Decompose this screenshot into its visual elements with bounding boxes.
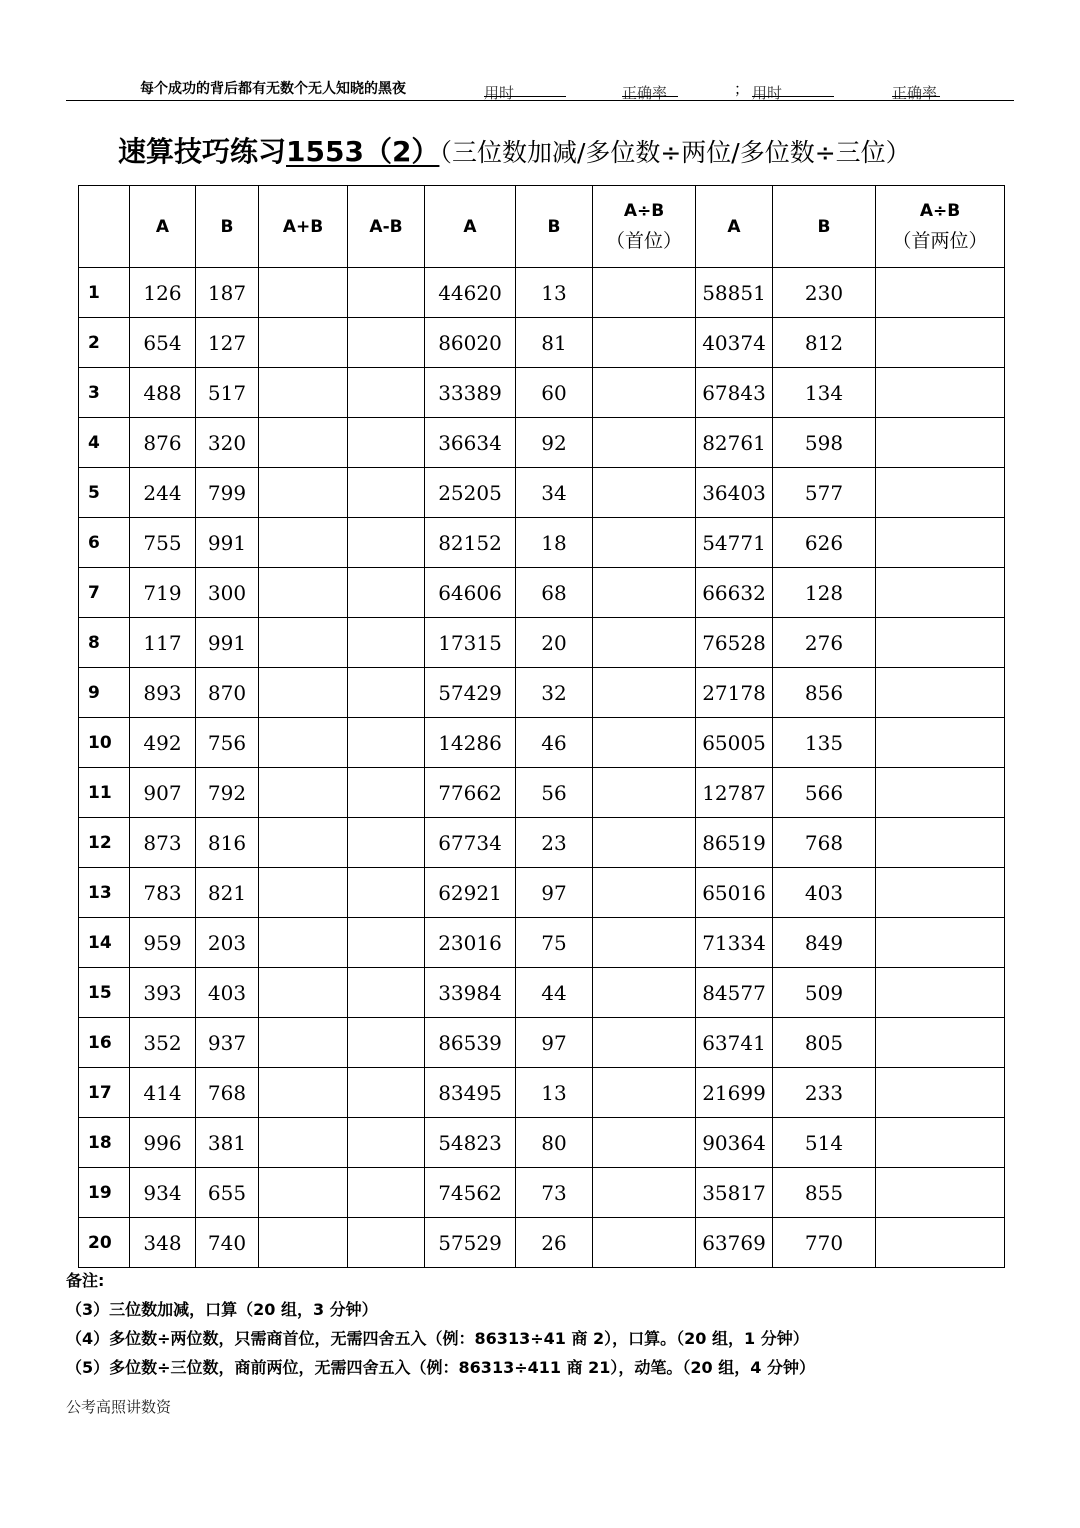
answer-div1[interactable] — [593, 518, 696, 568]
answer-div2[interactable] — [876, 618, 1005, 668]
cell-b2: 44 — [516, 968, 593, 1018]
row-index: 13 — [79, 868, 130, 918]
answer-sum[interactable] — [259, 518, 348, 568]
answer-div2[interactable] — [876, 1218, 1005, 1268]
header-div2-note: （首两位） — [892, 230, 988, 252]
cell-a2: 14286 — [425, 718, 516, 768]
answer-diff[interactable] — [348, 1118, 425, 1168]
answer-div1[interactable] — [593, 1168, 696, 1218]
answer-diff[interactable] — [348, 1168, 425, 1218]
cell-b2: 75 — [516, 918, 593, 968]
answer-sum[interactable] — [259, 318, 348, 368]
answer-div1[interactable] — [593, 818, 696, 868]
cell-a1: 393 — [130, 968, 196, 1018]
cell-b1: 403 — [196, 968, 259, 1018]
answer-sum[interactable] — [259, 618, 348, 668]
cell-a2: 82152 — [425, 518, 516, 568]
row-index: 2 — [79, 318, 130, 368]
answer-diff[interactable] — [348, 818, 425, 868]
header-sum: A+B — [259, 186, 348, 268]
cell-b1: 300 — [196, 568, 259, 618]
row-index: 12 — [79, 818, 130, 868]
answer-sum[interactable] — [259, 818, 348, 868]
cell-b1: 756 — [196, 718, 259, 768]
answer-div2[interactable] — [876, 668, 1005, 718]
cell-a3: 66632 — [696, 568, 773, 618]
cell-a1: 783 — [130, 868, 196, 918]
cell-a1: 352 — [130, 1018, 196, 1068]
cell-b3: 849 — [773, 918, 876, 968]
time-label-1: 用时 — [484, 84, 515, 102]
cell-b2: 46 — [516, 718, 593, 768]
answer-div2[interactable] — [876, 468, 1005, 518]
answer-diff[interactable] — [348, 968, 425, 1018]
answer-sum[interactable] — [259, 1118, 348, 1168]
answer-div1[interactable] — [593, 568, 696, 618]
row-index: 11 — [79, 768, 130, 818]
footer-source: 公考高照讲数资 — [66, 1398, 172, 1416]
answer-sum[interactable] — [259, 968, 348, 1018]
cell-b3: 128 — [773, 568, 876, 618]
table-row — [79, 368, 1005, 418]
cell-a1: 907 — [130, 768, 196, 818]
answer-diff[interactable] — [348, 1018, 425, 1068]
row-index: 14 — [79, 918, 130, 968]
cell-b3: 566 — [773, 768, 876, 818]
cell-a2: 33984 — [425, 968, 516, 1018]
cell-b2: 26 — [516, 1218, 593, 1268]
cell-a2: 57429 — [425, 668, 516, 718]
answer-div2[interactable] — [876, 1018, 1005, 1068]
row-index: 10 — [79, 718, 130, 768]
cell-a2: 44620 — [425, 268, 516, 318]
answer-diff[interactable] — [348, 918, 425, 968]
cell-a3: 21699 — [696, 1068, 773, 1118]
cell-b3: 233 — [773, 1068, 876, 1118]
cell-a3: 54771 — [696, 518, 773, 568]
cell-a2: 17315 — [425, 618, 516, 668]
cell-b1: 991 — [196, 618, 259, 668]
note-line-3: （3）三位数加减，口算（20 组，3 分钟） — [66, 1300, 378, 1319]
cell-a2: 67734 — [425, 818, 516, 868]
answer-div2[interactable] — [876, 818, 1005, 868]
cell-a1: 755 — [130, 518, 196, 568]
cell-a2: 62921 — [425, 868, 516, 918]
cell-b1: 127 — [196, 318, 259, 368]
cell-a2: 57529 — [425, 1218, 516, 1268]
answer-diff[interactable] — [348, 1068, 425, 1118]
time-blank-2[interactable] — [752, 82, 834, 97]
cell-a3: 40374 — [696, 318, 773, 368]
answer-sum[interactable] — [259, 668, 348, 718]
cell-b1: 655 — [196, 1168, 259, 1218]
answer-diff[interactable] — [348, 468, 425, 518]
row-index: 15 — [79, 968, 130, 1018]
header-div1 — [593, 186, 696, 268]
notes-heading: 备注: — [66, 1271, 105, 1290]
cell-b2: 81 — [516, 318, 593, 368]
cell-b3: 509 — [773, 968, 876, 1018]
cell-b2: 56 — [516, 768, 593, 818]
cell-b2: 68 — [516, 568, 593, 618]
cell-a2: 36634 — [425, 418, 516, 468]
answer-div2[interactable] — [876, 568, 1005, 618]
cell-b2: 60 — [516, 368, 593, 418]
row-index: 9 — [79, 668, 130, 718]
cell-a2: 86539 — [425, 1018, 516, 1068]
cell-b2: 13 — [516, 268, 593, 318]
answer-diff[interactable] — [348, 718, 425, 768]
answer-sum[interactable] — [259, 918, 348, 968]
cell-b3: 230 — [773, 268, 876, 318]
practice-table — [78, 185, 1005, 1268]
note-line-5: （5）多位数÷三位数，商前两位，无需四舍五入（例：86313÷411 商 21），动笔。（20 组，4 分钟） — [66, 1358, 815, 1377]
table-row — [79, 518, 1005, 568]
row-index: 1 — [79, 268, 130, 318]
cell-b1: 768 — [196, 1068, 259, 1118]
time-blank-1[interactable] — [484, 82, 566, 97]
answer-div2[interactable] — [876, 1118, 1005, 1168]
cell-a3: 27178 — [696, 668, 773, 718]
cell-a3: 71334 — [696, 918, 773, 968]
answer-diff[interactable] — [348, 518, 425, 568]
answer-sum[interactable] — [259, 718, 348, 768]
cell-b3: 855 — [773, 1168, 876, 1218]
cell-a3: 76528 — [696, 618, 773, 668]
accuracy-label-2: 正确率 — [892, 84, 938, 102]
table-row — [79, 618, 1005, 668]
accuracy-blank-2[interactable] — [892, 82, 940, 97]
cell-b1: 187 — [196, 268, 259, 318]
row-index: 16 — [79, 1018, 130, 1068]
answer-div2[interactable] — [876, 868, 1005, 918]
cell-a3: 84577 — [696, 968, 773, 1018]
cell-a1: 488 — [130, 368, 196, 418]
cell-a3: 67843 — [696, 368, 773, 418]
cell-b3: 626 — [773, 518, 876, 568]
cell-b3: 805 — [773, 1018, 876, 1068]
cell-b3: 135 — [773, 718, 876, 768]
cell-b1: 821 — [196, 868, 259, 918]
answer-div1[interactable] — [593, 968, 696, 1018]
cell-a1: 244 — [130, 468, 196, 518]
row-index: 8 — [79, 618, 130, 668]
separator: ； — [734, 80, 750, 98]
table-row — [79, 1118, 1005, 1168]
cell-a2: 83495 — [425, 1068, 516, 1118]
title-number: 1553（2） — [286, 135, 440, 168]
table-header-row — [79, 186, 1005, 268]
cell-a1: 876 — [130, 418, 196, 468]
cell-b1: 816 — [196, 818, 259, 868]
cell-a1: 996 — [130, 1118, 196, 1168]
cell-a3: 36403 — [696, 468, 773, 518]
cell-a2: 64606 — [425, 568, 516, 618]
table-row — [79, 568, 1005, 618]
table-row — [79, 468, 1005, 518]
cell-a1: 719 — [130, 568, 196, 618]
cell-b1: 320 — [196, 418, 259, 468]
cell-b2: 73 — [516, 1168, 593, 1218]
row-index: 6 — [79, 518, 130, 568]
cell-b2: 92 — [516, 418, 593, 468]
answer-div1[interactable] — [593, 1018, 696, 1068]
cell-b1: 381 — [196, 1118, 259, 1168]
notes-section — [66, 1266, 815, 1382]
answer-sum[interactable] — [259, 868, 348, 918]
note-line-4: （4）多位数÷两位数，只需商首位，无需四舍五入（例：86313÷41 商 2），口算。（20 组，1 分钟） — [66, 1329, 809, 1348]
table-row — [79, 1168, 1005, 1218]
answer-sum[interactable] — [259, 468, 348, 518]
motto-text: 每个成功的背后都有无数个无人知晓的黑夜 — [140, 81, 406, 97]
cell-b3: 812 — [773, 318, 876, 368]
page-header — [66, 74, 1014, 101]
accuracy-label-1: 正确率 — [622, 84, 668, 102]
cell-a2: 86020 — [425, 318, 516, 368]
cell-b1: 937 — [196, 1018, 259, 1068]
cell-b3: 403 — [773, 868, 876, 918]
answer-div2[interactable] — [876, 768, 1005, 818]
header-b2: B — [516, 186, 593, 268]
answer-div2[interactable] — [876, 268, 1005, 318]
title-subtitle: （三位数加减/多位数÷两位/多位数÷三位） — [439, 138, 911, 167]
cell-b2: 13 — [516, 1068, 593, 1118]
answer-div1[interactable] — [593, 618, 696, 668]
answer-diff[interactable] — [348, 618, 425, 668]
cell-b3: 514 — [773, 1118, 876, 1168]
answer-sum[interactable] — [259, 368, 348, 418]
answer-diff[interactable] — [348, 668, 425, 718]
table-row — [79, 268, 1005, 318]
time-label-2: 用时 — [752, 84, 783, 102]
cell-a1: 117 — [130, 618, 196, 668]
cell-b1: 991 — [196, 518, 259, 568]
answer-div1[interactable] — [593, 1118, 696, 1168]
answer-diff[interactable] — [348, 568, 425, 618]
cell-a2: 23016 — [425, 918, 516, 968]
answer-div2[interactable] — [876, 1068, 1005, 1118]
header-div1-note: （首位） — [605, 230, 682, 252]
table-row — [79, 918, 1005, 968]
answer-div1[interactable] — [593, 918, 696, 968]
row-index: 5 — [79, 468, 130, 518]
table-row — [79, 768, 1005, 818]
answer-sum[interactable] — [259, 1068, 348, 1118]
answer-sum[interactable] — [259, 568, 348, 618]
cell-a1: 893 — [130, 668, 196, 718]
cell-b2: 97 — [516, 868, 593, 918]
answer-sum[interactable] — [259, 268, 348, 318]
answer-div2[interactable] — [876, 918, 1005, 968]
cell-b2: 32 — [516, 668, 593, 718]
answer-div2[interactable] — [876, 968, 1005, 1018]
cell-a3: 86519 — [696, 818, 773, 868]
answer-div2[interactable] — [876, 1168, 1005, 1218]
answer-div1[interactable] — [593, 768, 696, 818]
cell-b2: 97 — [516, 1018, 593, 1068]
cell-b3: 134 — [773, 368, 876, 418]
cell-a3: 63769 — [696, 1218, 773, 1268]
row-index: 4 — [79, 418, 130, 468]
cell-a3: 63741 — [696, 1018, 773, 1068]
answer-div1[interactable] — [593, 318, 696, 368]
cell-b2: 34 — [516, 468, 593, 518]
answer-diff[interactable] — [348, 1218, 425, 1268]
cell-a3: 82761 — [696, 418, 773, 468]
header-a3: A — [696, 186, 773, 268]
cell-a2: 33389 — [425, 368, 516, 418]
answer-diff[interactable] — [348, 868, 425, 918]
cell-a1: 348 — [130, 1218, 196, 1268]
cell-a1: 492 — [130, 718, 196, 768]
header-a2: A — [425, 186, 516, 268]
answer-div2[interactable] — [876, 318, 1005, 368]
cell-a2: 54823 — [425, 1118, 516, 1168]
row-index: 20 — [79, 1218, 130, 1268]
cell-a1: 934 — [130, 1168, 196, 1218]
cell-b3: 276 — [773, 618, 876, 668]
table-row — [79, 1018, 1005, 1068]
table-row — [79, 668, 1005, 718]
cell-b3: 768 — [773, 818, 876, 868]
answer-div2[interactable] — [876, 368, 1005, 418]
answer-div1[interactable] — [593, 368, 696, 418]
table-row — [79, 968, 1005, 1018]
answer-div1[interactable] — [593, 1068, 696, 1118]
row-index: 19 — [79, 1168, 130, 1218]
answer-div1[interactable] — [593, 668, 696, 718]
table-row — [79, 1218, 1005, 1268]
cell-b3: 770 — [773, 1218, 876, 1268]
cell-a1: 414 — [130, 1068, 196, 1118]
cell-a1: 959 — [130, 918, 196, 968]
header-index — [79, 186, 130, 268]
cell-b1: 870 — [196, 668, 259, 718]
title-main: 速算技巧练习 — [118, 135, 287, 168]
header-b1: B — [196, 186, 259, 268]
cell-a3: 35817 — [696, 1168, 773, 1218]
header-b3: B — [773, 186, 876, 268]
cell-b1: 799 — [196, 468, 259, 518]
answer-sum[interactable] — [259, 1018, 348, 1068]
header-a1: A — [130, 186, 196, 268]
cell-b1: 792 — [196, 768, 259, 818]
cell-a2: 74562 — [425, 1168, 516, 1218]
cell-b2: 18 — [516, 518, 593, 568]
cell-a3: 65016 — [696, 868, 773, 918]
cell-b1: 203 — [196, 918, 259, 968]
page-title — [118, 130, 911, 170]
cell-a2: 77662 — [425, 768, 516, 818]
cell-a3: 58851 — [696, 268, 773, 318]
answer-sum[interactable] — [259, 1218, 348, 1268]
cell-b3: 577 — [773, 468, 876, 518]
row-index: 3 — [79, 368, 130, 418]
answer-div1[interactable] — [593, 268, 696, 318]
cell-a2: 25205 — [425, 468, 516, 518]
cell-a1: 654 — [130, 318, 196, 368]
cell-b2: 80 — [516, 1118, 593, 1168]
answer-diff[interactable] — [348, 318, 425, 368]
cell-b1: 517 — [196, 368, 259, 418]
answer-div1[interactable] — [593, 1218, 696, 1268]
cell-b2: 20 — [516, 618, 593, 668]
header-div2 — [876, 186, 1005, 268]
answer-diff[interactable] — [348, 268, 425, 318]
answer-diff[interactable] — [348, 368, 425, 418]
row-index: 18 — [79, 1118, 130, 1168]
table-row — [79, 318, 1005, 368]
cell-b1: 740 — [196, 1218, 259, 1268]
answer-div1[interactable] — [593, 718, 696, 768]
cell-b3: 598 — [773, 418, 876, 468]
row-index: 17 — [79, 1068, 130, 1118]
answer-div1[interactable] — [593, 418, 696, 468]
header-div2-label: A÷B — [919, 201, 961, 221]
cell-a3: 12787 — [696, 768, 773, 818]
table-row — [79, 418, 1005, 468]
cell-a1: 126 — [130, 268, 196, 318]
header-diff: A-B — [348, 186, 425, 268]
answer-sum[interactable] — [259, 418, 348, 468]
cell-a1: 873 — [130, 818, 196, 868]
table-row — [79, 818, 1005, 868]
header-div1-label: A÷B — [623, 201, 665, 221]
answer-sum[interactable] — [259, 768, 348, 818]
cell-b3: 856 — [773, 668, 876, 718]
answer-diff[interactable] — [348, 768, 425, 818]
cell-b2: 23 — [516, 818, 593, 868]
answer-sum[interactable] — [259, 1168, 348, 1218]
answer-div2[interactable] — [876, 418, 1005, 468]
cell-a3: 65005 — [696, 718, 773, 768]
accuracy-blank-1[interactable] — [622, 82, 678, 97]
answer-div2[interactable] — [876, 718, 1005, 768]
answer-div1[interactable] — [593, 468, 696, 518]
answer-div1[interactable] — [593, 868, 696, 918]
cell-a3: 90364 — [696, 1118, 773, 1168]
answer-diff[interactable] — [348, 418, 425, 468]
table-row — [79, 868, 1005, 918]
row-index: 7 — [79, 568, 130, 618]
table-row — [79, 1068, 1005, 1118]
answer-div2[interactable] — [876, 518, 1005, 568]
table-row — [79, 718, 1005, 768]
